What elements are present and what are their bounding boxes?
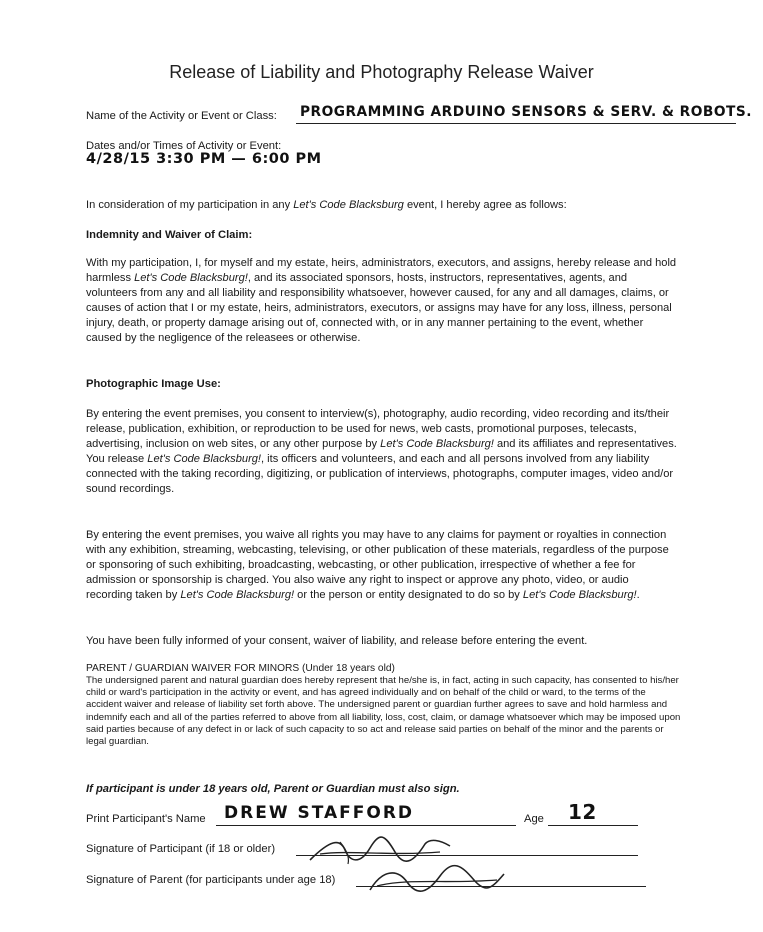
activity-underline [296,123,736,124]
photo-paragraph-2 [86,528,678,603]
parent-signature-label: Signature of Parent (for participants under age 18) [86,874,336,886]
activity-value: PROGRAMMING ARDUINO SENSORS & SERV. & ROBOTS. [300,104,752,120]
age-label: Age [524,813,544,825]
intro-org: Let's Code Blacksburg [293,199,404,211]
parent-signature-scribble [362,860,512,900]
photo-p1-org1: Let's Code Blacksburg! [380,437,494,450]
photo-p1-b: and its affiliates and representatives. You release [86,437,677,465]
minor-notice: If participant is under 18 years old, Parent or Guardian must also sign. [86,783,460,795]
indemnity-org: Let's Code Blacksburg! [134,271,248,284]
indemnity-paragraph [86,256,681,345]
dates-label: Dates and/or Times of Activity or Event: [86,140,282,152]
indemnity-text-2: , and its associated sponsors, hosts, instructors, representatives, agents, and volunteers from any and all liability and responsibility whatsoever, however caused, for any and all damages, claims, or causes of action that I or my estate, heirs, administrators, executors, or assigns may have for any loss, illness, personal injury, death, or property damage arising out of, connected with, or in any manner pertaining to the event, whether caused by the negligence of the releasees or otherwise. [86,271,672,344]
photo-paragraph-1 [86,407,678,496]
age-line [548,825,638,826]
indemnity-text-1: With my participation, I, for myself and my estate, heirs, administrators, executors, and assigns, hereby release and hold harmless [86,257,677,284]
intro-post: event, I hereby agree as follows: [403,199,567,211]
guardian-paragraph: The undersigned parent and natural guardian does hereby represent that he/she is, in fact, acting in such capacity, has consented to his/her child or ward's participation in the activity or event, and has agreed individually and on behalf of the child or ward, to the terms of the accident waiver and release of liability set forth above. The undersigned parent or guardian further agrees to save and hold harmless and indemnify each and all of the parties referred to above from all liability, loss, cost, claim, or damage whatsoever which may be imposed upon said parties because of any defect in or lack of such capacity to so act and release said parties on behalf of the minor and the parents or legal guardian. [86,675,681,748]
dates-value: 4/28/15 3:30 PM — 6:00 PM [86,151,322,167]
photo-heading: Photographic Image Use: [86,378,221,390]
photo-p2-org2: Let's Code Blacksburg! [522,588,637,601]
photo-p2-org1: Let's Code Blacksburg! [180,588,295,601]
photo-p2-b: or the person or entity designated to do so by [294,588,523,601]
activity-label: Name of the Activity or Event or Class: [86,110,277,122]
document-title: Release of Liability and Photography Release Waiver [169,62,594,82]
photo-p2-a: By entering the event premises, you waive all rights you may have to any claims for payment or royalties in connection with any exhibition, streaming, webcasting, televising, or other publication of these materials, regardless of the purpose or sponsoring of such exhibiting, broadcasting, webcasting, or other publication, irrespective of whether a fee for admission or sponsorship is charged. You also waive any right to inspect or approve any photo, video, or audio recording taken by [86,529,669,601]
photo-p2-c: . [636,588,640,601]
indemnity-heading: Indemnity and Waiver of Claim: [86,229,253,241]
participant-signature-label: Signature of Participant (if 18 or older) [86,843,276,855]
photo-p1-c: , its officers and volunteers, and each and all persons involved from any liability connected with the taking recording, digitizing, or publication of interviews, photographs, computer images, video and/or sound recordings. [86,452,674,495]
age-value: 12 [568,800,597,824]
print-name-line [216,825,516,826]
intro-paragraph [86,198,686,213]
guardian-heading: PARENT / GUARDIAN WAIVER FOR MINORS (Under 18 years old) [86,663,395,674]
print-name-label: Print Participant's Name [86,813,206,825]
photo-p1-org2: Let's Code Blacksburg! [147,452,262,465]
photo-p1-a: By entering the event premises, you consent to interview(s), photography, audio recording, video recording and its/their release, publication, exhibition, or reproduction to be used for news, web casts, promotional purposes, telecasts, advertising, inclusion on web sites, or any other purpose by [86,408,670,450]
print-name-value: DREW STAFFORD [224,803,415,823]
informed-statement: You have been fully informed of your consent, waiver of liability, and release before entering the event. [86,635,588,647]
intro-pre: In consideration of my participation in any [86,199,294,211]
